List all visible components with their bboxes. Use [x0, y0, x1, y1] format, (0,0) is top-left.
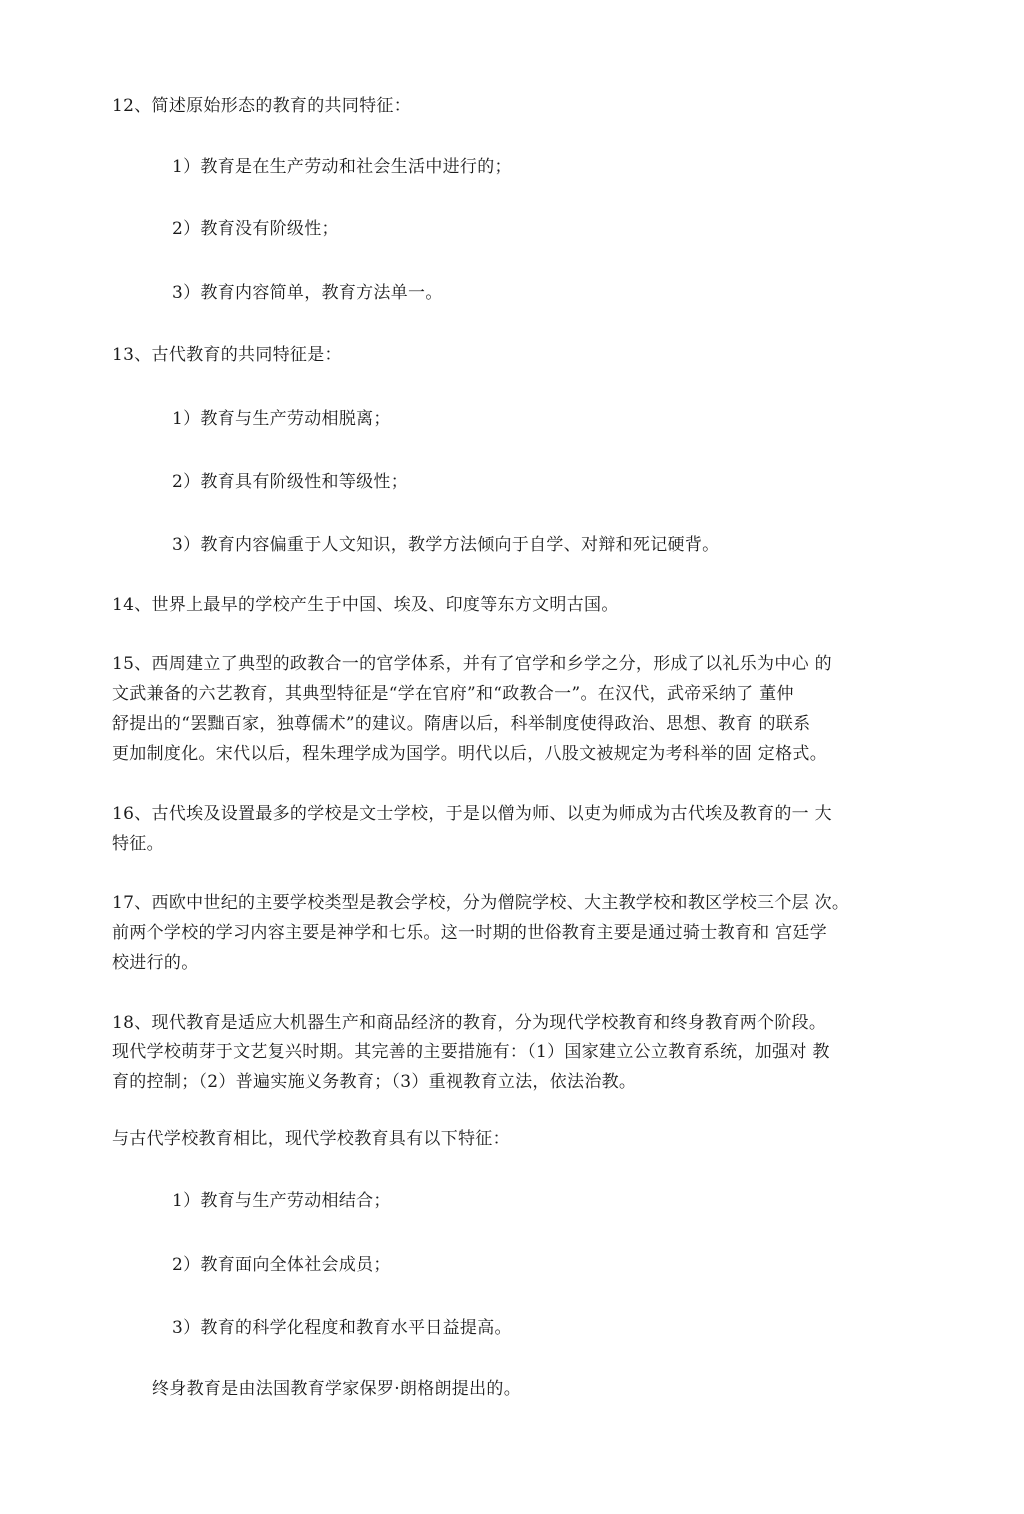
q18-line-3: 育的控制；（2）普遍实施义务教育；（3）重视教育立法，依法治教。	[112, 1072, 637, 1092]
q12-title: 12、简述原始形态的教育的共同特征：	[112, 96, 412, 116]
q15-line-4: 更加制度化。宋代以后，程朱理学成为国学。明代以后，八股文被规定为考科举的固 定格式。	[112, 744, 828, 764]
q17-line-2: 前两个学校的学习内容主要是神学和七乐。这一时期的世俗教育主要是通过骑士教育和 宫廷学	[112, 923, 828, 943]
compare-item-1: 1）教育与生产劳动相结合；	[172, 1191, 391, 1211]
q13-item-3: 3）教育内容偏重于人文知识，教学方法倾向于自学、对辩和死记硬背。	[172, 535, 720, 555]
compare-title: 与古代学校教育相比，现代学校教育具有以下特征：	[112, 1129, 510, 1149]
q12-item-1: 1）教育是在生产劳动和社会生活中进行的；	[172, 157, 512, 177]
q12-item-3: 3）教育内容简单，教育方法单一。	[172, 283, 443, 303]
q18-line-1: 18、现代教育是适应大机器生产和商品经济的教育，分为现代学校教育和终身教育两个阶段。	[112, 1013, 827, 1033]
q15-line-1: 15、西周建立了典型的政教合一的官学体系，并有了官学和乡学之分，形成了以礼乐为中心 的	[112, 654, 832, 674]
q13-item-1: 1）教育与生产劳动相脱离；	[172, 409, 391, 429]
compare-item-3: 3）教育的科学化程度和教育水平日益提高。	[172, 1318, 512, 1338]
q14-line-1: 14、世界上最早的学校产生于中国、埃及、印度等东方文明古国。	[112, 595, 619, 615]
lifelong-statement: 终身教育是由法国教育学家保罗·朗格朗提出的。	[152, 1379, 522, 1399]
q17-line-3: 校进行的。	[112, 953, 199, 973]
q13-item-2: 2）教育具有阶级性和等级性；	[172, 472, 409, 492]
q16-line-2: 特征。	[112, 834, 164, 854]
q15-line-2: 文武兼备的六艺教育，其典型特征是“学在官府”和“政教合一”。在汉代，武帝采纳了 董仲	[112, 684, 794, 704]
compare-item-2: 2）教育面向全体社会成员；	[172, 1255, 391, 1275]
q16-line-1: 16、古代埃及设置最多的学校是文士学校，于是以僧为师、以吏为师成为古代埃及教育的一 大	[112, 804, 832, 824]
q15-line-3: 舒提出的“罢黜百家，独尊儒术”的建议。隋唐以后，科举制度使得政治、思想、教育 的联系	[112, 714, 811, 734]
q12-item-2: 2）教育没有阶级性；	[172, 219, 339, 239]
q13-title: 13、古代教育的共同特征是：	[112, 345, 342, 365]
q18-line-2: 现代学校萌芽于文艺复兴时期。其完善的主要措施有：（1）国家建立公立教育系统，加强对 教	[112, 1042, 830, 1062]
q17-line-1: 17、西欧中世纪的主要学校类型是教会学校，分为僧院学校、大主教学校和教区学校三个层 次。	[112, 893, 850, 913]
